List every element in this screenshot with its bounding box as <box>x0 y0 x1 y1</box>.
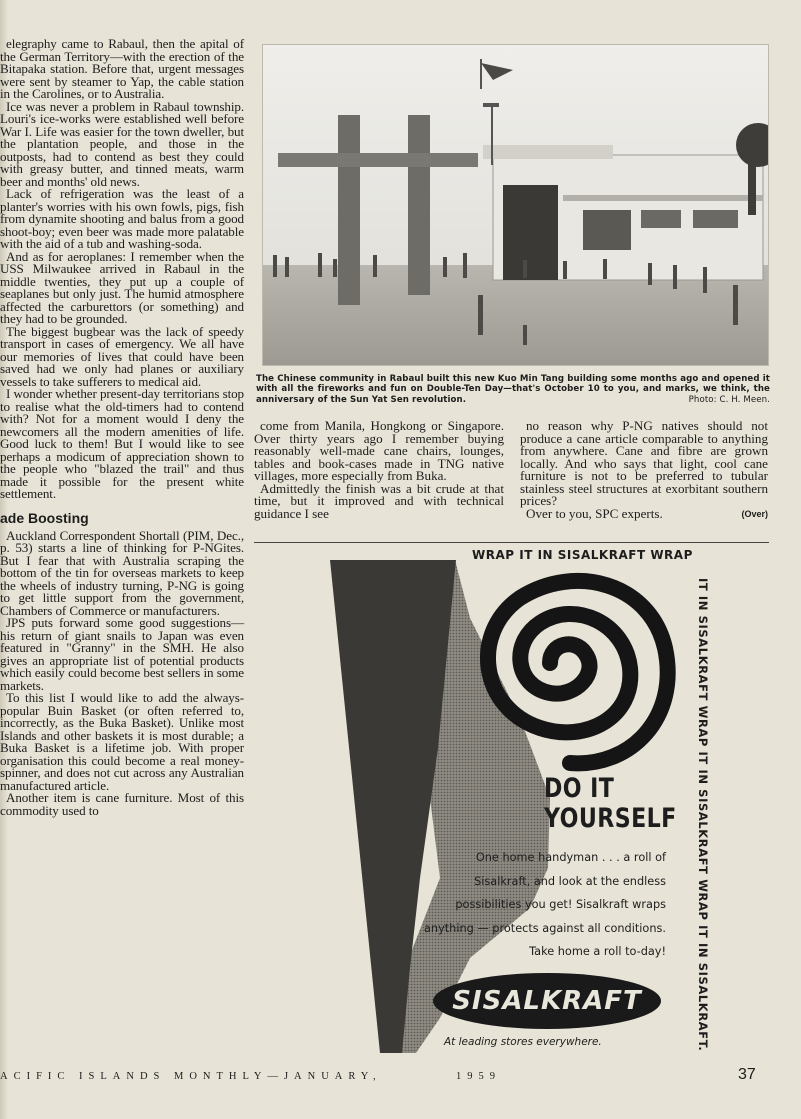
continued-label: (Over) <box>741 508 768 519</box>
right-column <box>520 420 768 520</box>
paragraph: JPS puts forward some good suggestions—his return of giant snails to Japan was even featured in "Granny" in the SMH. He also gives an appropriate list of potential products which easily could become best sellers in some markets. <box>0 615 244 693</box>
middle-column <box>254 420 504 520</box>
ad-headline-line-2: YOURSELF <box>544 803 677 834</box>
ad-headline <box>544 774 677 834</box>
paragraph: Lack of refrigeration was the least of a planter's worries with his own fowls, pigs, fish from dynamite shooting and balus from a good shoot-boy; even beer was made more palatable with the aid of a tub and washing-soda. <box>0 186 244 251</box>
publication-name: ACIFIC ISLANDS MONTHLY—JANUARY, <box>0 1071 382 1082</box>
issue-year: 1959 <box>456 1071 501 1082</box>
photo-credit: Photo: C. H. Meen. <box>688 394 770 405</box>
paragraph: Another item is cane furniture. Most of this commodity used to <box>0 790 244 818</box>
paragraph: I wonder whether present-day territorians stop to realise what the old-timers had to contend with? Not for a moment would I deny the newcomers all the modern amenities of life. Good luck to them! But I would like to see perhaps a modicum of appreciation shown to the people who "blazed the trail" and thus made it possible for the present white settlement. <box>0 386 244 501</box>
ad-body-text: One home handyman . . . a roll of Sisalkraft, and look at the endless possibilities you get! Sisalkraft wraps anything — protects against all conditions. Take home a roll to-day! <box>423 851 666 958</box>
ad-top-slogan: WRAP IT IN SISALKRAFT WRAP <box>472 548 693 562</box>
paragraph <box>520 505 768 521</box>
paragraph: And as for aeroplanes: I remember when the USS Milwaukee arrived in Rabaul in the middle twenties, they put up a couple of seaplanes but only just. The humid atmosphere affected the carburettors (or something) and they had to be grounded. <box>0 248 244 326</box>
section-heading: ade Boosting <box>0 509 89 526</box>
photo-illustration <box>263 45 768 365</box>
closing-line: Over to you, SPC experts. <box>526 505 663 521</box>
ad-side-slogan: IT IN SISALKRAFT WRAP IT IN SISALKRAFT WRAP IT IN SISALKRAFT. <box>696 578 710 1052</box>
column-divider-rule <box>254 542 769 543</box>
paragraph: no reason why P-NG natives should not produce a cane article comparable to anything from anywhere. Cane and fibre are grown locally. And who says that light, cool cane furniture is not to be preferred to tubular stainless steel structures at exorbitant southern prices? <box>520 418 768 508</box>
paragraph: Ice was never a problem in Rabaul township. Louri's ice-works were established well before War I. Life was easier for the town dweller, but the plantation people, and those in the outposts, had to contend as best they could with greasy butter, and tinned meats, warm beer and months' old news. <box>0 98 244 189</box>
ad-footer-text: At leading stores everywhere. <box>444 1036 602 1048</box>
sisalkraft-advertisement <box>320 548 780 1058</box>
left-column <box>0 38 244 817</box>
paragraph: To this list I would like to add the always-popular Buin Basket (or often referred to, incorrectly, as the Buka Basket). Unlike most Islands and other baskets it is most durable; a Buka Basket is a lifetime job. With proper organisation this could become a real money-spinner, and does not cut across any Australian manufactured article. <box>0 690 244 793</box>
paragraph: elegraphy came to Rabaul, then the apital of the German Territory—with the erection of the Bitapaka station. Before that, urgent messages were sent by steamer to Yap, the cable station in the Carolines, or to Australia. <box>0 36 244 101</box>
paragraph: Auckland Correspondent Shortall (PIM, Dec., p. 53) starts a line of thinking for P-NGites. But I fear that with Australia scraping the bottom of the tin for overseas markets to keep the wheels of industry turning, P-NG is going to get little support from the government, Chambers of Commerce or manufacturers. <box>0 527 244 618</box>
ad-headline-line-1: DO IT <box>544 773 615 804</box>
caption-text: The Chinese community in Rabaul built this new Kuo Min Tang building some months ago and opened it with all the fireworks and fun on Double-Ten Day—that's October 10 to you, and marks, we think, the anniversary of the Sun Yat Sen revolution. <box>256 374 770 405</box>
building-photo <box>262 44 769 366</box>
sisalkraft-logo <box>432 972 662 1030</box>
paragraph: The biggest bugbear was the lack of speedy transport in cases of emergency. We all have our memories of lives that could have been saved had we only had planes or auxiliary vessels to take sufferers to medical aid. <box>0 323 244 389</box>
paragraph: Admittedly the finish was a bit crude at that time, but it improved and with technical guidance I see <box>254 480 504 521</box>
photo-caption <box>256 374 770 405</box>
paragraph: come from Manila, Hongkong or Singapore. Over thirty years ago I remember buying reasonably well-made cane chairs, lounges, tables and book-cases made in TNG native villages, more especially from Buka. <box>254 418 504 483</box>
page-number: 37 <box>738 1066 756 1083</box>
logo-text: SISALKRAFT <box>452 986 642 1016</box>
